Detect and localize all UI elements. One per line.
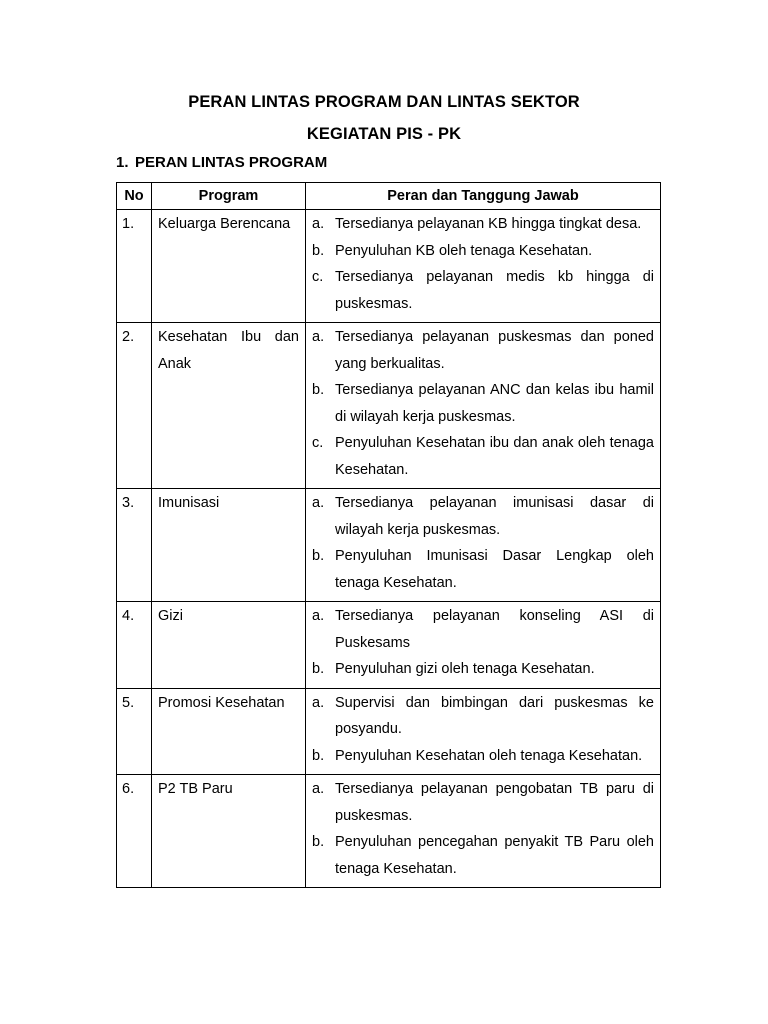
role-text: Supervisi dan bimbingan dari puskesmas ke posyandu. xyxy=(335,694,654,737)
roles-cell xyxy=(306,489,661,602)
header-roles: Peran dan Tanggung Jawab xyxy=(306,183,661,210)
list-item xyxy=(312,690,654,743)
section-number: 1. xyxy=(116,154,129,171)
roles-cell xyxy=(306,688,661,775)
program-name: Imunisasi xyxy=(152,489,306,602)
role-text: Tersedianya pelayanan pengobatan TB paru di puskesmas. xyxy=(335,781,654,824)
role-text: Tersedianya pelayanan puskesmas dan poned yang berkualitas. xyxy=(335,329,654,372)
table-header-row xyxy=(117,183,661,210)
list-item xyxy=(312,324,654,377)
program-name: Promosi Kesehatan xyxy=(152,688,306,775)
roles-cell xyxy=(306,323,661,489)
list-marker: c. xyxy=(312,435,324,451)
list-marker: b. xyxy=(312,834,325,850)
list-item xyxy=(312,776,654,829)
roles-cell xyxy=(306,210,661,323)
list-marker: a. xyxy=(312,608,325,624)
table-row xyxy=(117,775,661,888)
table-row xyxy=(117,210,661,323)
document-subtitle: KEGIATAN PIS - PK xyxy=(306,125,462,143)
row-number: 4. xyxy=(117,602,152,689)
role-text: Penyuluhan Imunisasi Dasar Lengkap oleh tenaga Kesehatan. xyxy=(335,548,654,591)
table-row xyxy=(117,688,661,775)
list-item xyxy=(312,829,654,882)
list-marker: b. xyxy=(312,747,325,764)
roles-list xyxy=(312,776,654,882)
roles-list xyxy=(312,211,654,317)
list-marker: a. xyxy=(312,329,325,345)
list-item xyxy=(312,211,654,238)
section-title: PERAN LINTAS PROGRAM xyxy=(135,154,328,171)
role-text: Tersedianya pelayanan medis kb hingga di puskesmas. xyxy=(335,269,654,312)
role-text: Penyuluhan pencegahan penyakit TB Paru oleh tenaga Kesehatan. xyxy=(335,834,654,877)
roles-cell xyxy=(306,602,661,689)
table-body xyxy=(117,210,661,888)
row-number: 5. xyxy=(117,688,152,775)
program-name: Gizi xyxy=(152,602,306,689)
list-item xyxy=(312,377,654,430)
header-program: Program xyxy=(152,183,306,210)
table-row xyxy=(117,602,661,689)
document-title: PERAN LINTAS PROGRAM DAN LINTAS SEKTOR xyxy=(188,93,580,111)
table-row xyxy=(117,323,661,489)
program-roles-table xyxy=(116,182,661,888)
role-text: Tersedianya pelayanan konseling ASI di Puskesams xyxy=(335,608,654,651)
role-text: Tersedianya pelayanan imunisasi dasar di wilayah kerja puskesmas. xyxy=(335,495,654,538)
list-item xyxy=(312,743,654,770)
roles-list xyxy=(312,324,654,483)
role-text: Penyuluhan KB oleh tenaga Kesehatan. xyxy=(335,242,593,259)
roles-list xyxy=(312,690,654,770)
role-text: Penyuluhan gizi oleh tenaga Kesehatan. xyxy=(335,661,595,677)
list-item xyxy=(312,656,654,683)
program-name: Kesehatan Ibu dan Anak xyxy=(152,323,306,489)
roles-list xyxy=(312,603,654,683)
list-item xyxy=(312,238,654,265)
list-marker: a. xyxy=(312,495,325,511)
roles-cell xyxy=(306,775,661,888)
program-name: P2 TB Paru xyxy=(152,775,306,888)
list-item xyxy=(312,430,654,483)
row-number: 6. xyxy=(117,775,152,888)
role-text: Tersedianya pelayanan KB hingga tingkat desa. xyxy=(335,216,642,232)
list-marker: b. xyxy=(312,661,325,677)
list-marker: c. xyxy=(312,269,324,285)
list-marker: b. xyxy=(312,548,325,564)
row-number: 2. xyxy=(117,323,152,489)
list-item xyxy=(312,264,654,317)
role-text: Penyuluhan Kesehatan ibu dan anak oleh tenaga Kesehatan. xyxy=(335,435,654,478)
roles-list xyxy=(312,490,654,596)
list-marker: b. xyxy=(312,242,325,259)
list-marker: a. xyxy=(312,216,325,232)
list-item xyxy=(312,543,654,596)
program-name: Keluarga Berencana xyxy=(152,210,306,323)
header-no: No xyxy=(117,183,152,210)
list-marker: b. xyxy=(312,382,325,398)
section-heading xyxy=(116,154,327,171)
list-marker: a. xyxy=(312,781,325,797)
role-text: Penyuluhan Kesehatan oleh tenaga Kesehatan. xyxy=(335,747,643,764)
table-row xyxy=(117,489,661,602)
list-marker: a. xyxy=(312,694,325,711)
list-item xyxy=(312,490,654,543)
list-item xyxy=(312,603,654,656)
row-number: 3. xyxy=(117,489,152,602)
role-text: Tersedianya pelayanan ANC dan kelas ibu hamil di wilayah kerja puskesmas. xyxy=(335,382,654,425)
row-number: 1. xyxy=(117,210,152,323)
